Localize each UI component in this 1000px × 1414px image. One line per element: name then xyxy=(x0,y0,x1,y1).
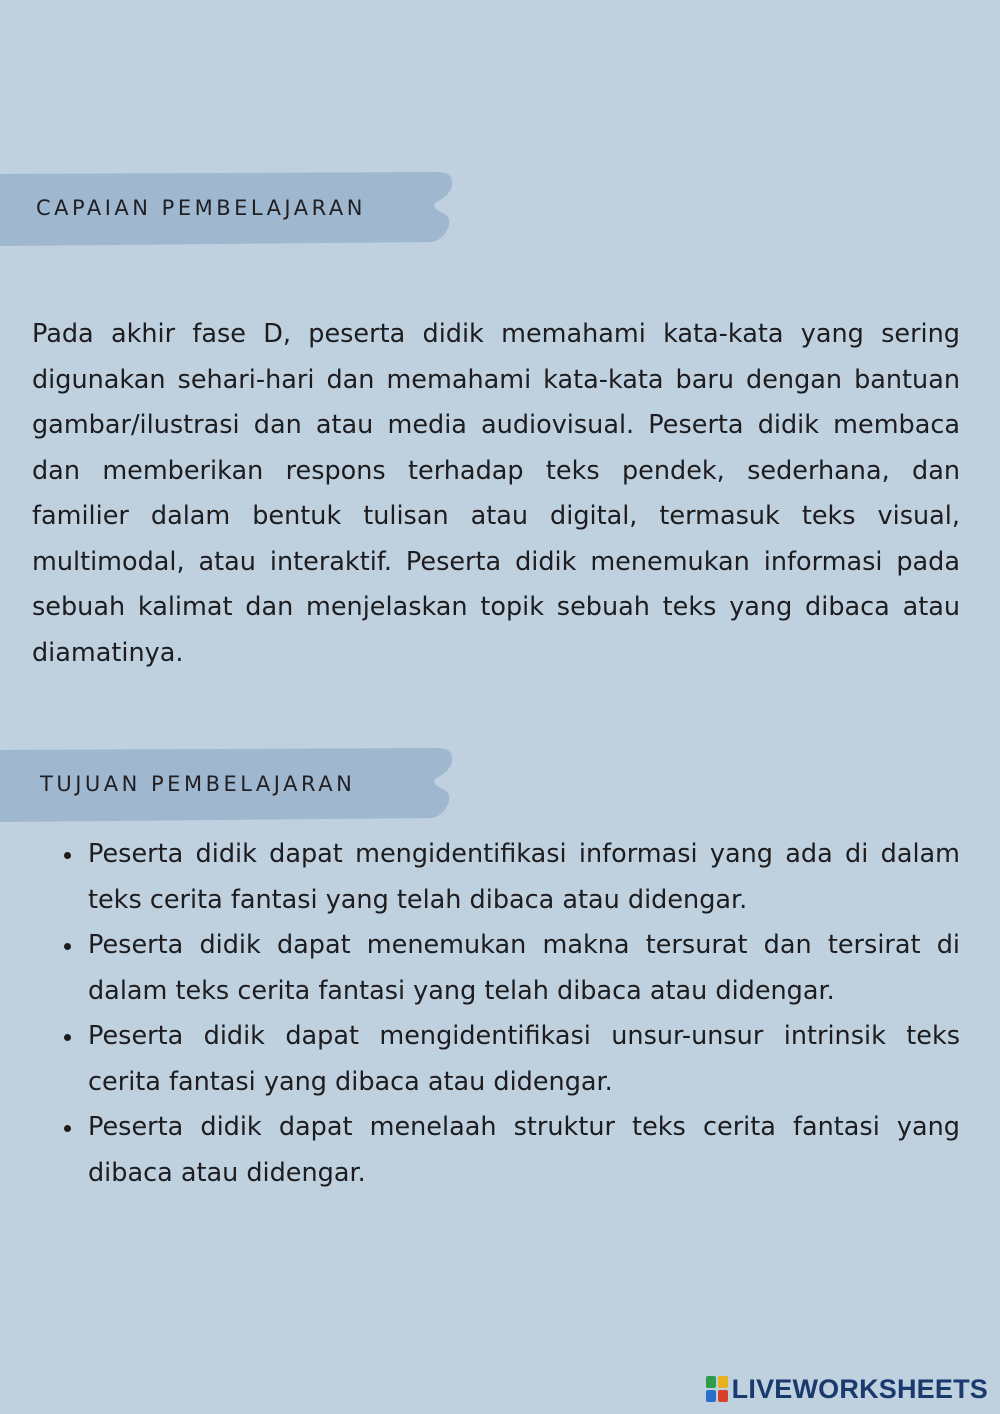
list-item: Peserta didik dapat mengidentifikasi unsur-unsur intrinsik teks cerita fantasi yang dibaca atau didengar. xyxy=(88,1014,960,1105)
liveworksheets-brand xyxy=(706,1372,988,1406)
tujuan-list xyxy=(88,832,960,1196)
capaian-paragraph: Pada akhir fase D, peserta didik memahami kata-kata yang sering digunakan sehari-hari dan memahami kata-kata baru dengan bantuan gambar/ilustrasi dan atau media audiovisual. Peserta didik membaca dan memberikan respons terhadap teks pendek, sederhana, dan familier dalam bentuk tulisan atau digital, termasuk teks visual, multimodal, atau interaktif. Peserta didik menemukan informasi pada sebuah kalimat dan menjelaskan topik sebuah teks yang dibaca atau diamatinya. xyxy=(32,319,960,668)
liveworksheets-logo-icon xyxy=(706,1376,728,1402)
list-item: Peserta didik dapat mengidentifikasi informasi yang ada di dalam teks cerita fantasi yang telah dibaca atau didengar. xyxy=(88,832,960,923)
section-heading-capaian: CAPAIAN PEMBELAJARAN xyxy=(36,196,366,220)
section-banner-tujuan xyxy=(0,746,460,824)
brand-wordmark: LIVEWORKSHEETS xyxy=(731,1373,988,1404)
section-heading-tujuan: TUJUAN PEMBELAJARAN xyxy=(40,772,356,796)
list-item: Peserta didik dapat menemukan makna tersurat dan tersirat di dalam teks cerita fantasi yang telah dibaca atau didengar. xyxy=(88,923,960,1014)
section-banner-capaian xyxy=(0,170,460,248)
list-item: Peserta didik dapat menelaah struktur teks cerita fantasi yang dibaca atau didengar. xyxy=(88,1105,960,1196)
